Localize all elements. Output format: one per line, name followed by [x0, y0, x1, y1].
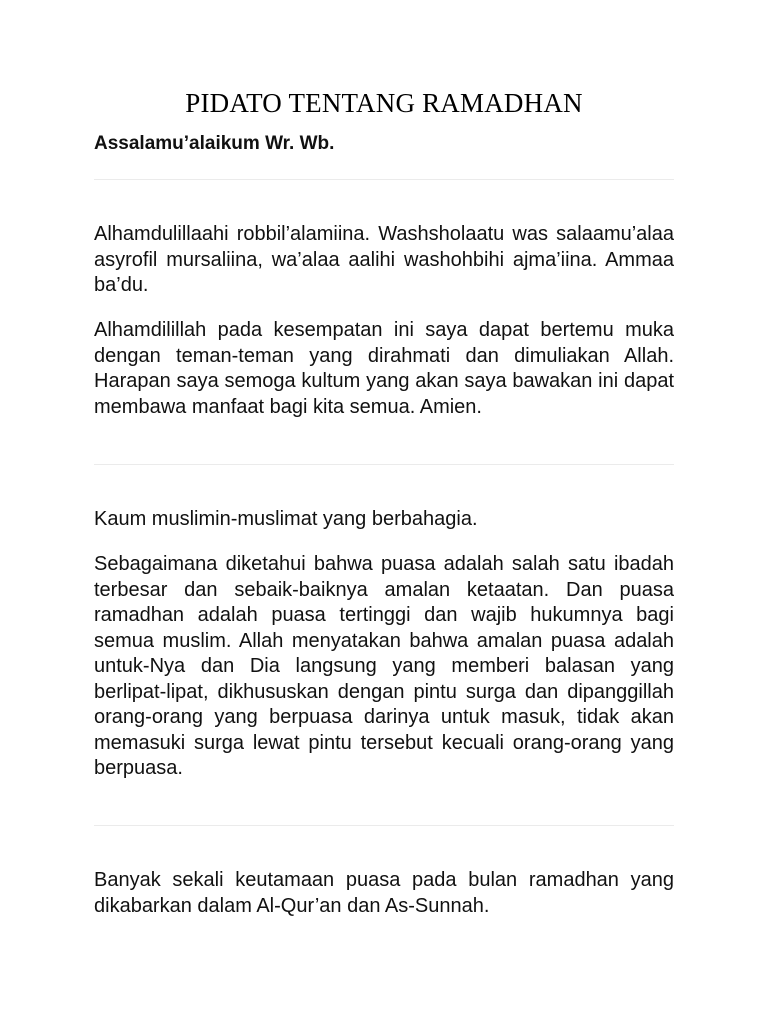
divider	[94, 825, 674, 826]
paragraph: Alhamdulillaahi robbil’alamiina. Washsholaatu was salaamu’alaa asyrofil mursaliina, wa’alaa aalihi washohbihi ajma’iina. Ammaa ba’du.	[94, 223, 674, 296]
paragraph: Kaum muslimin-muslimat yang berbahagia.	[94, 508, 478, 530]
paragraph: Alhamdilillah pada kesempatan ini saya dapat bertemu muka dengan teman-teman yang dirahmati dan dimuliakan Allah. Harapan saya semoga kultum yang akan saya bawakan ini dapat membawa manfaat bagi kita semua. Amien.	[94, 319, 674, 418]
paragraph: Banyak sekali keutamaan puasa pada bulan ramadhan yang dikabarkan dalam Al-Qur’an dan As-Sunnah.	[94, 869, 674, 917]
document-title: PIDATO TENTANG RAMADHAN	[185, 88, 583, 118]
greeting: Assalamu’alaikum Wr. Wb.	[94, 133, 335, 154]
paragraph: Sebagaimana diketahui bahwa puasa adalah salah satu ibadah terbesar dan sebaik-baiknya amalan ketaatan. Dan puasa ramadhan adalah puasa tertinggi dan wajib hukumnya bagi semua muslim. Allah menyatakan bahwa amalan puasa adalah untuk-Nya dan Dia langsung yang memberi balasan yang berlipat-lipat, dikhususkan dengan pintu surga dan dipanggillah orang-orang yang berpuasa darinya untuk masuk, tidak akan memasuki surga lewat pintu tersebut kecuali orang-orang yang berpuasa.	[94, 553, 674, 779]
divider	[94, 179, 674, 180]
divider	[94, 464, 674, 465]
